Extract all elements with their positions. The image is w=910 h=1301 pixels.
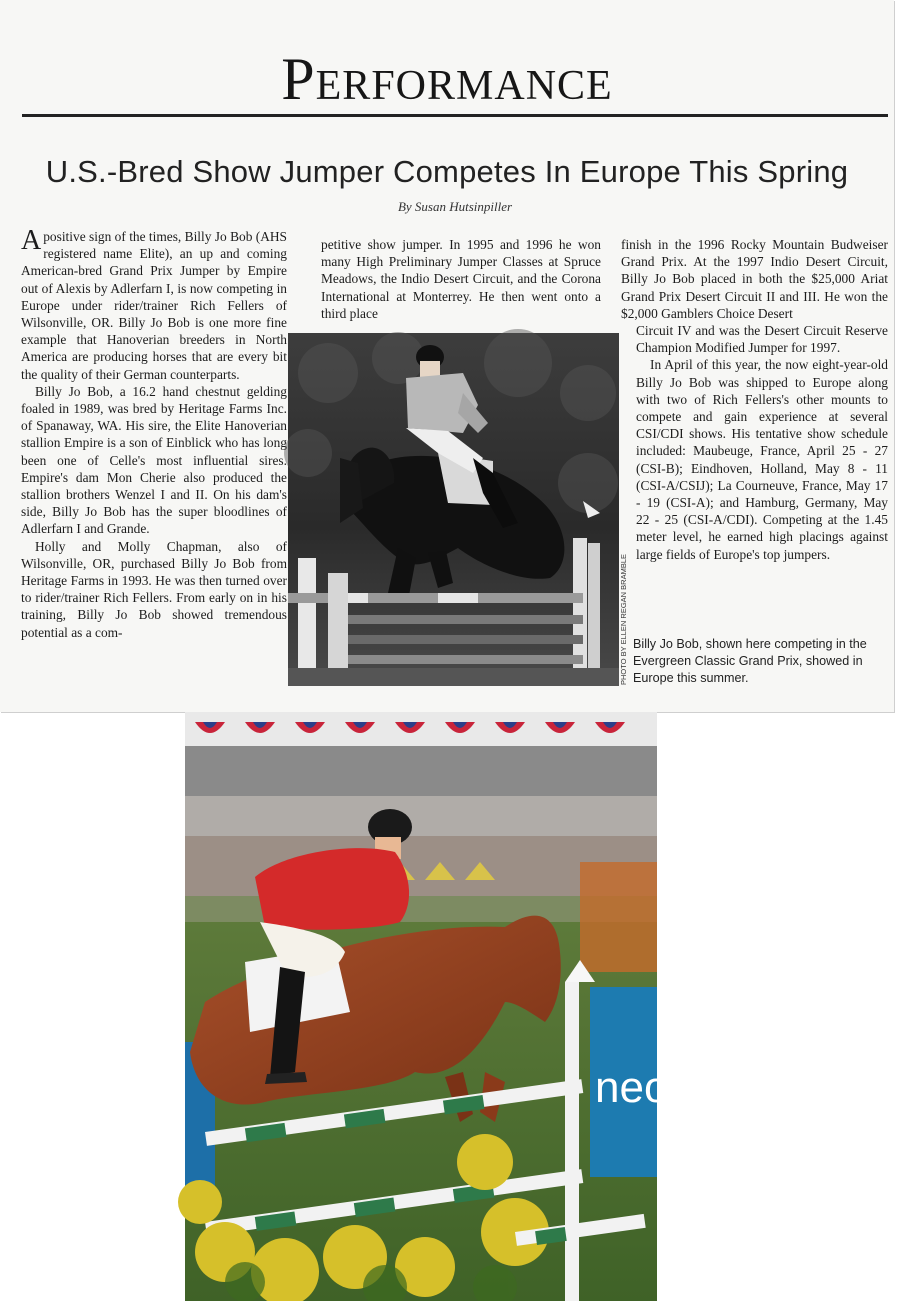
- paragraph: [21, 225, 287, 383]
- sponsor-banner: neon: [595, 1063, 693, 1112]
- article-headline: U.S.-Bred Show Jumper Competes In Europe This Spring: [45, 154, 849, 189]
- article-column-3: [621, 236, 888, 322]
- paragraph-text: positive sign of the times, Billy Jo Bob (AHS registered name Elite), an up and coming American-bred Grand Prix Jumper by Empire out of Alexis by Adlerfarn I, is now competing in Europe under rider/trainer Rich Fellers of Wilsonville, OR. Billy Jo Bob is one more fine example that Hanoverian breeders in North America are producing horses that are every bit the quality of their German counterparts.: [21, 229, 287, 382]
- paragraph: petitive show jumper. In 1995 and 1996 he won many High Preliminary Jumper Classes at Spruce Meadows, the Indio Desert Circuit, and the Corona International at Monterrey. He then went onto a third place: [321, 237, 601, 321]
- paragraph: Billy Jo Bob, a 16.2 hand chestnut gelding foaled in 1989, was bred by Heritage Farms Inc. of Spanaway, WA. His sire, the Elite Hanoverian stallion Empire is a son of Einblick who has long been one of Celle's most influential sires. Empire's dam Mon Cherie also produced the stallion brothers Wenzel I and II. On his dam's side, Billy Jo Bob has the super bloodlines of Adlerfarn I and Grande.: [21, 383, 287, 537]
- article-column-2: [321, 236, 601, 322]
- section-title: Performance: [281, 46, 613, 112]
- photo-credit: PHOTO BY ELLEN REGAN BRAMBLE: [619, 553, 628, 685]
- article-byline: By Susan Hutsinpiller: [397, 199, 513, 214]
- photo-caption: Billy Jo Bob, shown here competing in the Evergreen Classic Grand Prix, showed in Europe this summer.: [633, 637, 867, 685]
- article-column-3-continued: [636, 322, 888, 563]
- bw-jumping-photo: [288, 333, 619, 686]
- paragraph: finish in the 1996 Rocky Mountain Budweiser Grand Prix. At the 1997 Indio Desert Circuit, Billy Jo Bob placed in both the $25,000 Ariat Grand Prix Desert Circuit II and III. He won the $2,000 Gamblers Choice Desert: [621, 237, 888, 321]
- article-column-1: [21, 225, 287, 641]
- drop-cap: A: [21, 225, 42, 256]
- paragraph: Circuit IV and was the Desert Circuit Reserve Champion Modified Jumper for 1997.: [636, 323, 888, 356]
- header-rule: [22, 114, 888, 117]
- color-jumping-photo: [185, 712, 693, 1301]
- paragraph: In April of this year, the now eight-year-old Billy Jo Bob was shipped to Europe along with two of Rich Fellers's other mounts to compete and gain experience at several CSI/CDI shows. His tentative show schedule included: Maubeuge, France, April 25 - 27 (CSI-B); Eindhoven, Holland, May 8 - 11 (CSI-A/CSIJ); La Courneuve, France, May 17 - 19 (CSI-A); and Hamburg, Germany, May 22 - 25 (CSI-A/CDI). Competing at the 1.45 meter level, he earned high placings against large fields of Europe's top jumpers.: [636, 357, 888, 562]
- paragraph: Holly and Molly Chapman, also of Wilsonville, OR, purchased Billy Jo Bob from Heritage Farms in 1993. He was then turned over to rider/trainer Rich Fellers. From early on in his training, Billy Jo Bob showed tremendous potential as a com-: [21, 538, 287, 640]
